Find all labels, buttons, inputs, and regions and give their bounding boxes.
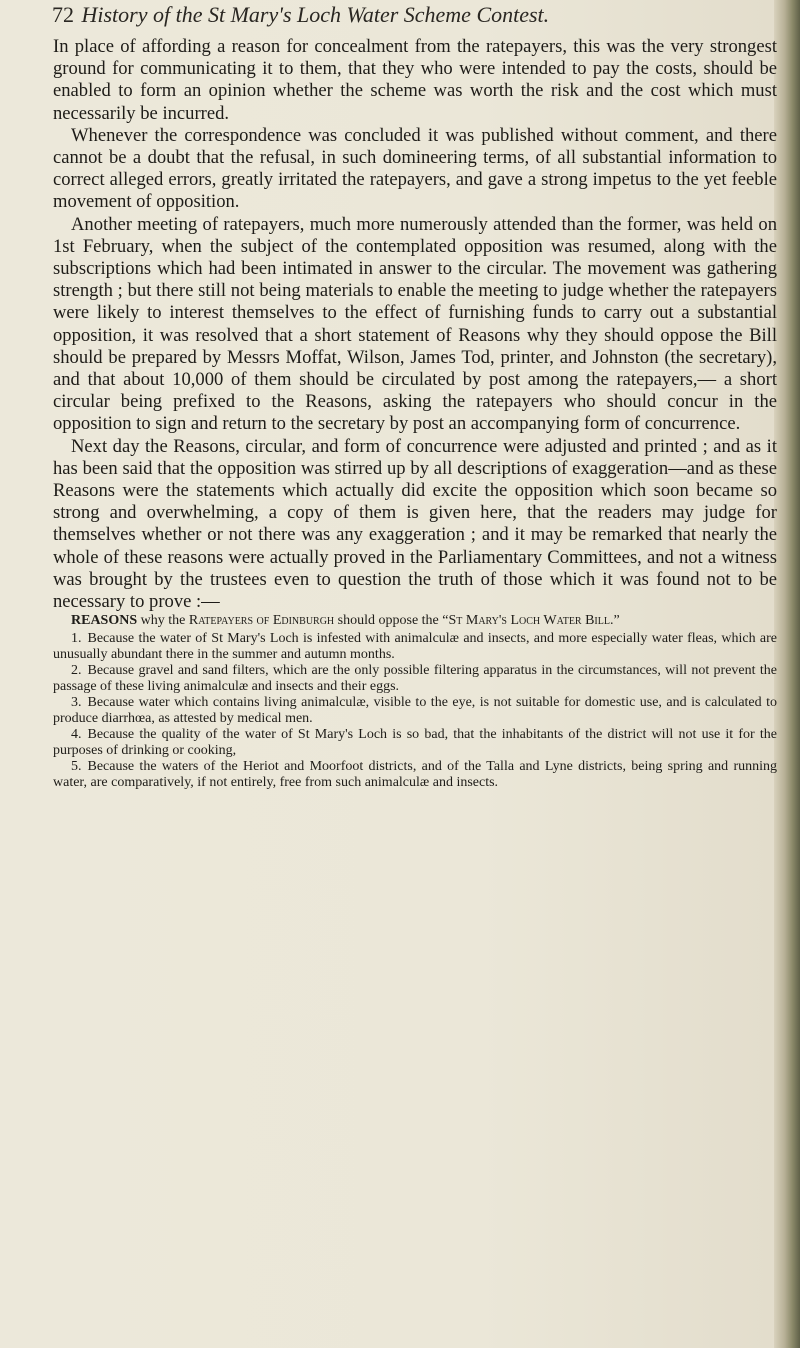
reason-text: Because the water of St Mary's Loch is infested with animalculæ and insects, and more especially water fleas, which are unusually abundant there in the summer and autumn months. [53,631,777,663]
reason-text: Because the quality of the water of St Mary's Loch is so bad, that the inhabitants of the district will not use it for the purposes of drinking or cooking, [53,727,777,759]
reason-item [53,695,777,727]
paragraph: In place of affording a reason for concealment from the ratepayers, this was the very strongest ground for communicating it to them, that they who were intended to pay the costs, should be enabled to form an opinion whether the scheme was worth the risk and the cost which must necessarily be incurred. [53,36,777,124]
reason-number: 5. [71,759,82,775]
reason-item [53,759,777,791]
paragraph: Another meeting of ratepayers, much more numerously attended than the former, was held on 1st February, when the subject of the contemplated opposition was resumed, along with the subscriptions which had been intimated in answer to the circular. The movement was gathering strength ; but there still not being materials to enable the meeting to judge whether the ratepayers were likely to interest themselves to the effect of furnishing funds to carry out a substantial opposition, it was resolved that a short statement of Reasons why they should oppose the Bill should be prepared by Messrs Moffat, Wilson, James Tod, printer, and Johnston (the secretary), and that about 10,000 of them should be circulated by post among the ratepayers,— a short circular being prefixed to the Reasons, asking the ratepayers who should concur in the opposition to sign and return to the secretary by post an accompanying form of concurrence. [53,213,777,435]
reasons-heading [53,613,777,629]
reasons-heading-text: why the [140,613,186,629]
reasons-heading-bill: “St Mary's Loch Water Bill.” [442,613,620,629]
paragraph: Next day the Reasons, circular, and form of concurrence were adjusted and printed ; and as it has been said that the opposition was stirred up by all descriptions of exaggeration—and as these Reasons were the statements which actually did excite the opposition which soon became so strong and overwhelming, a copy of them is given here, that the readers may judge for themselves whether or not there was any exaggeration ; and it may be remarked that nearly the whole of these reasons were actually proved in the Parliamentary Committees, and not a witness was brought by the trustees even to question the truth of those which it was found not to be necessary to prove :— [53,435,777,613]
reasons-heading-ratepayers: Ratepayers of Edinburgh [188,613,335,629]
reasons-list [53,631,777,791]
reasons-heading-bold: REASONS [71,613,138,629]
running-header [52,2,772,32]
reason-item [53,663,777,695]
page-number: 72 [52,2,74,27]
reason-number: 3. [71,695,82,711]
reason-item [53,631,777,663]
reason-text: Because gravel and sand filters, which are the only possible filtering apparatus in the circumstances, will not prevent the passage of these living animalculæ and insects and their eggs. [53,663,777,695]
reason-number: 4. [71,727,82,743]
reason-text: Because water which contains living animalculæ, visible to the eye, is not suitable for domestic use, and is calculated to produce diarrhœa, as attested by medical men. [53,695,777,727]
reason-number: 2. [71,663,82,679]
body-text [53,36,777,791]
book-spine-edge [774,0,800,1348]
reasons-heading-text2: should oppose the [337,613,439,629]
reason-item [53,727,777,759]
running-title: History of the St Mary's Loch Water Scheme Contest. [81,2,550,27]
reason-text: Because the waters of the Heriot and Moorfoot districts, and of the Talla and Lyne districts, being spring and running water, are comparatively, if not entirely, free from such animalculæ and insects. [53,759,777,791]
reason-number: 1. [71,631,82,647]
paragraph: Whenever the correspondence was concluded it was published without comment, and there cannot be a doubt that the refusal, in such domineering terms, of all substantial information to correct alleged errors, greatly irritated the ratepayers, and gave a strong impetus to the yet feeble movement of opposition. [53,124,777,213]
